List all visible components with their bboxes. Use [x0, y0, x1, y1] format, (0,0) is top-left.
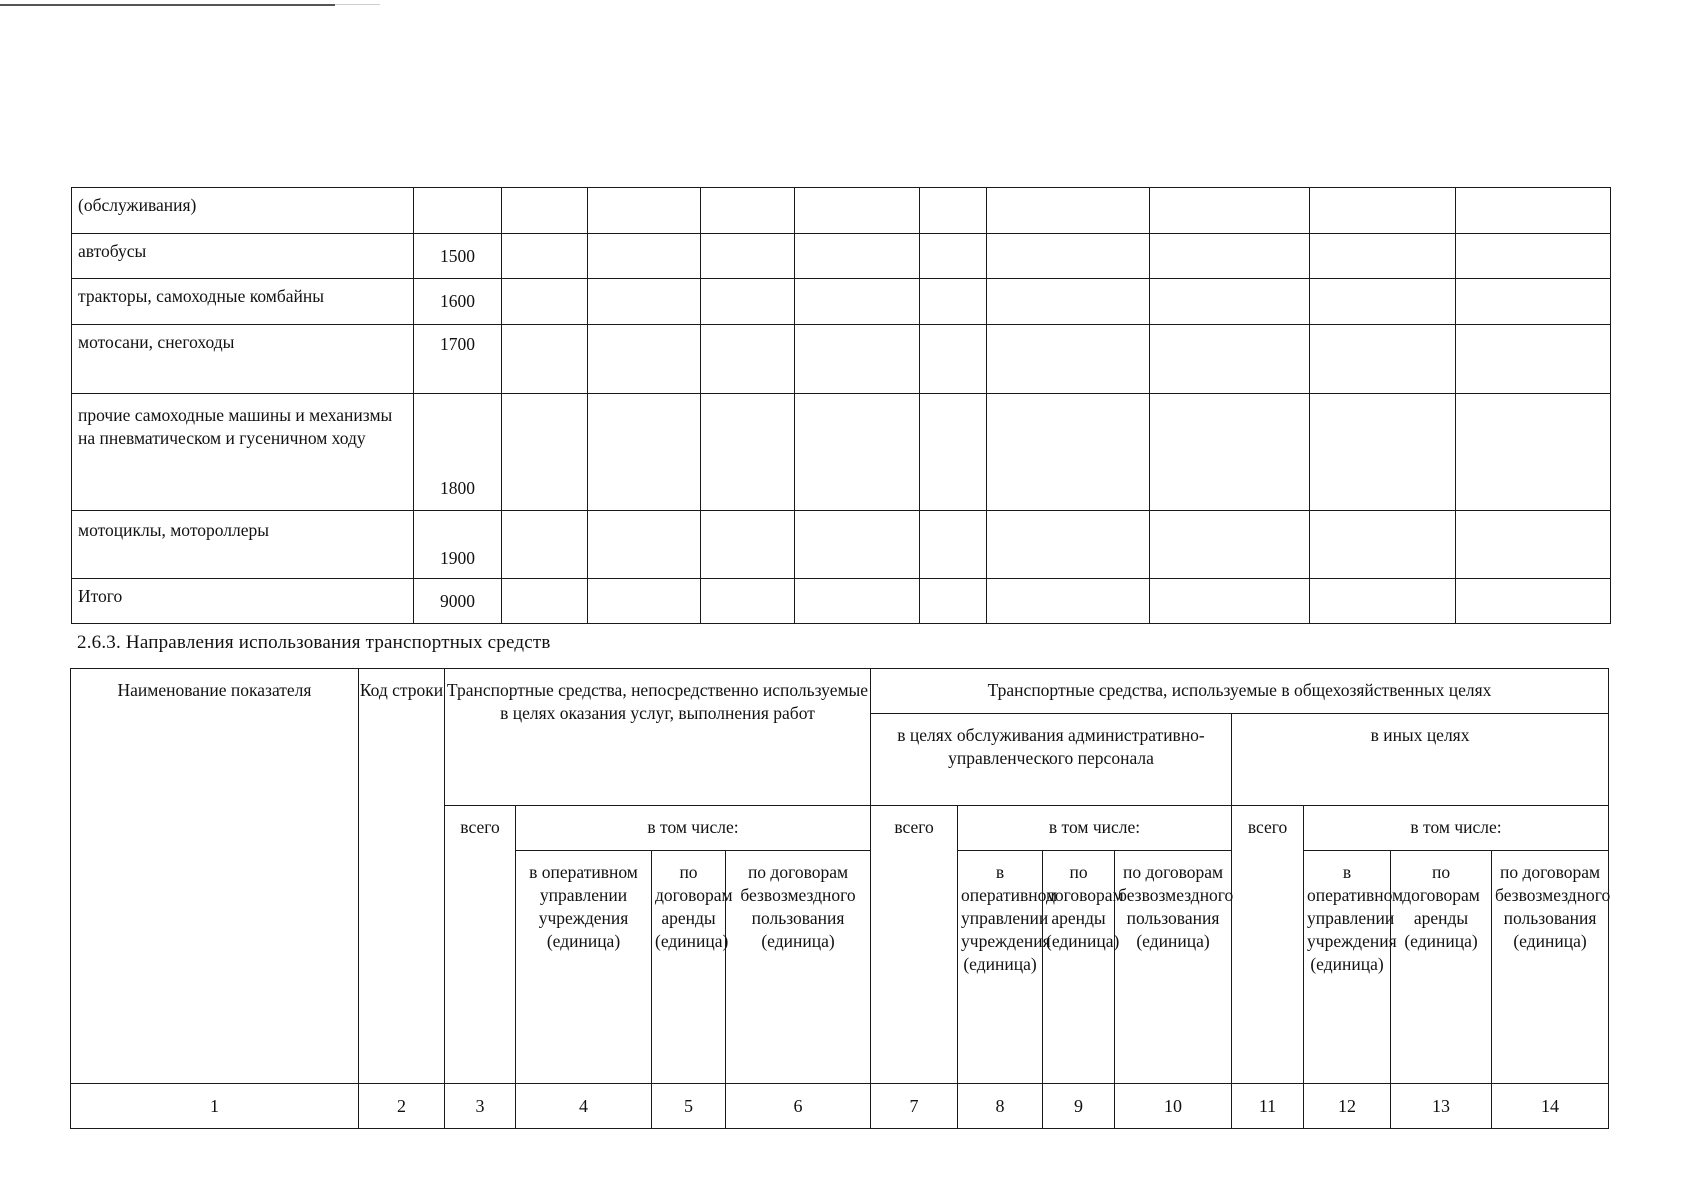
cell	[987, 394, 1150, 511]
cell	[987, 279, 1150, 325]
row-name: мотосани, снегоходы	[72, 325, 414, 394]
cell	[701, 579, 795, 624]
cell	[1456, 325, 1611, 394]
cell	[1150, 325, 1310, 394]
column-number: 7	[871, 1084, 958, 1129]
header-col-4: в оперативном управлении учреждения (единица)	[516, 851, 652, 1084]
cell	[1150, 279, 1310, 325]
cell	[1310, 579, 1456, 624]
header-code: Код строки	[359, 669, 445, 1084]
column-number: 1	[71, 1084, 359, 1129]
cell	[1150, 234, 1310, 279]
cell	[588, 234, 701, 279]
cell	[1310, 234, 1456, 279]
header-col-10: по договорам безвозмездного пользования (единица)	[1115, 851, 1232, 1084]
cell	[588, 511, 701, 579]
column-number: 10	[1115, 1084, 1232, 1129]
cell	[1150, 188, 1310, 234]
row-code: 9000	[414, 579, 502, 624]
cell	[1456, 394, 1611, 511]
cell	[701, 279, 795, 325]
cell	[987, 511, 1150, 579]
cell	[795, 279, 920, 325]
cell	[1456, 279, 1611, 325]
cell	[920, 234, 987, 279]
row-code: 1900	[414, 511, 502, 579]
header-col-8: в оперативном управлении учреждения (единица)	[958, 851, 1043, 1084]
cell	[588, 394, 701, 511]
cell	[701, 511, 795, 579]
cell	[1310, 188, 1456, 234]
cell	[588, 579, 701, 624]
row-code: 1500	[414, 234, 502, 279]
header-col-12: в оперативном управлении учреждения (единица)	[1304, 851, 1391, 1084]
cell	[920, 394, 987, 511]
cell	[1150, 579, 1310, 624]
cell	[502, 511, 588, 579]
cell	[1150, 394, 1310, 511]
cell	[795, 511, 920, 579]
header-name: Наименование показателя	[71, 669, 359, 1084]
column-number: 11	[1232, 1084, 1304, 1129]
cell	[588, 279, 701, 325]
header-col-13: по договорам аренды (единица)	[1391, 851, 1492, 1084]
cell	[588, 325, 701, 394]
column-number: 14	[1492, 1084, 1609, 1129]
cell	[1310, 394, 1456, 511]
section-title: 2.6.3. Направления использования транспортных средств	[77, 632, 551, 653]
cell	[1310, 279, 1456, 325]
cell	[1456, 511, 1611, 579]
cell	[987, 325, 1150, 394]
cell	[701, 188, 795, 234]
cell	[502, 188, 588, 234]
row-name: прочие самоходные машины и механизмы на пневматическом и гусеничном ходу	[72, 394, 414, 511]
cell	[701, 325, 795, 394]
row-code: 1700	[414, 325, 502, 394]
table-row	[72, 188, 1611, 234]
header-total: всего	[1232, 806, 1304, 1084]
table-row	[72, 511, 1611, 579]
header-including: в том числе:	[958, 806, 1232, 851]
cell	[701, 234, 795, 279]
cell	[987, 188, 1150, 234]
cell	[795, 394, 920, 511]
header-col-5: по договорам аренды (единица)	[652, 851, 726, 1084]
row-code: 1600	[414, 279, 502, 325]
row-name: (обслуживания)	[72, 188, 414, 234]
cell	[920, 511, 987, 579]
column-number: 9	[1043, 1084, 1115, 1129]
row-code: 1800	[414, 394, 502, 511]
header-other-purpose: в иных целях	[1232, 714, 1609, 806]
row-code	[414, 188, 502, 234]
header-col-6: по договорам безвозмездного пользования (единица)	[726, 851, 871, 1084]
header-total: всего	[445, 806, 516, 1084]
cell	[1150, 511, 1310, 579]
cell	[920, 325, 987, 394]
cell	[795, 579, 920, 624]
header-general-use: Транспортные средства, используемые в общехозяйственных целях	[871, 669, 1609, 714]
header-including: в том числе:	[1304, 806, 1609, 851]
table-row	[72, 394, 1611, 511]
row-name: автобусы	[72, 234, 414, 279]
cell	[920, 279, 987, 325]
cell	[920, 579, 987, 624]
cell	[1456, 188, 1611, 234]
row-name: тракторы, самоходные комбайны	[72, 279, 414, 325]
cell	[920, 188, 987, 234]
row-name: Итого	[72, 579, 414, 624]
column-numbers-row	[71, 1084, 1609, 1129]
cell	[701, 394, 795, 511]
cell	[795, 234, 920, 279]
cell	[502, 394, 588, 511]
table-row	[72, 325, 1611, 394]
cell	[987, 234, 1150, 279]
cell	[795, 325, 920, 394]
header-total: всего	[871, 806, 958, 1084]
cell	[1310, 511, 1456, 579]
cell	[502, 325, 588, 394]
vehicles-table	[71, 187, 1611, 624]
header-col-14: по договорам безвозмездного пользования (единица)	[1492, 851, 1609, 1084]
top-rule	[0, 4, 335, 6]
table-row	[72, 279, 1611, 325]
cell	[502, 279, 588, 325]
column-number: 5	[652, 1084, 726, 1129]
row-name: мотоциклы, мотороллеры	[72, 511, 414, 579]
column-number: 4	[516, 1084, 652, 1129]
header-row	[71, 669, 1609, 714]
cell	[1456, 579, 1611, 624]
column-number: 8	[958, 1084, 1043, 1129]
table-row	[72, 234, 1611, 279]
column-number: 3	[445, 1084, 516, 1129]
vehicle-usage-table	[70, 668, 1609, 1129]
cell	[502, 579, 588, 624]
header-including: в том числе:	[516, 806, 871, 851]
cell	[987, 579, 1150, 624]
column-number: 13	[1391, 1084, 1492, 1129]
cell	[588, 188, 701, 234]
column-number: 6	[726, 1084, 871, 1129]
cell	[795, 188, 920, 234]
header-admin-purpose: в целях обслуживания административно-управленческого персонала	[871, 714, 1232, 806]
column-number: 12	[1304, 1084, 1391, 1129]
cell	[1456, 234, 1611, 279]
cell	[1310, 325, 1456, 394]
header-direct-use: Транспортные средства, непосредственно используемые в целях оказания услуг, выполнения работ	[445, 669, 871, 806]
table-row	[72, 579, 1611, 624]
cell	[502, 234, 588, 279]
header-col-9: по договорам аренды (единица)	[1043, 851, 1115, 1084]
column-number: 2	[359, 1084, 445, 1129]
top-rule-faint	[335, 4, 380, 5]
